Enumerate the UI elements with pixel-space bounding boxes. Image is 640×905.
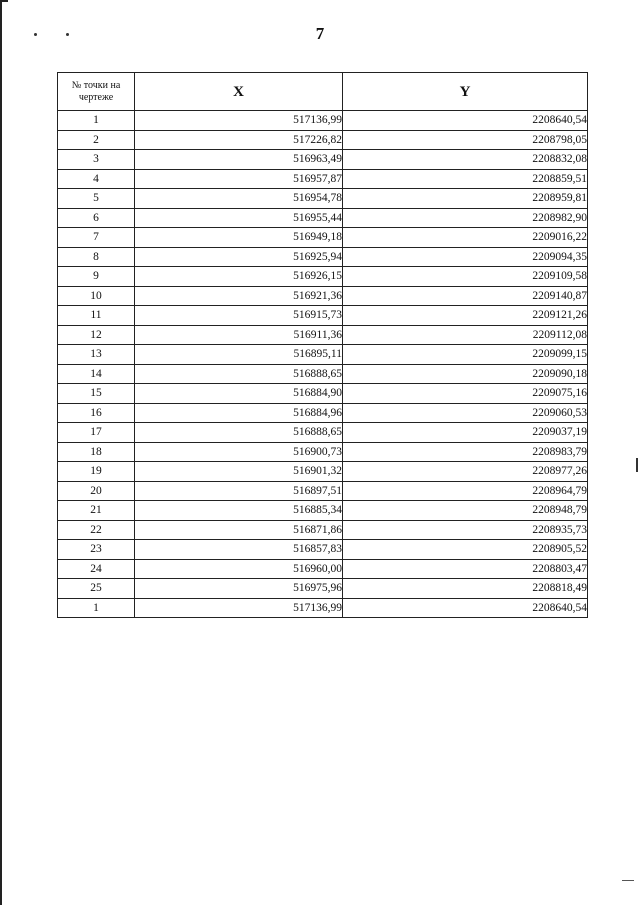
point-cell: 19 (58, 462, 135, 482)
header-y: Y (343, 73, 588, 111)
table-row (58, 501, 588, 521)
y-cell: 2208905,52 (343, 540, 588, 560)
point-cell: 18 (58, 442, 135, 462)
point-cell: 7 (58, 228, 135, 248)
table-row (58, 111, 588, 131)
table-row (58, 540, 588, 560)
table-row (58, 228, 588, 248)
table-row (58, 423, 588, 443)
y-cell: 2209121,26 (343, 306, 588, 326)
y-cell: 2209140,87 (343, 286, 588, 306)
x-cell: 516957,87 (135, 169, 343, 189)
y-cell: 2208977,26 (343, 462, 588, 482)
point-cell: 16 (58, 403, 135, 423)
x-cell: 516925,94 (135, 247, 343, 267)
y-cell: 2209037,19 (343, 423, 588, 443)
x-cell: 516949,18 (135, 228, 343, 248)
table-row (58, 189, 588, 209)
x-cell: 516926,15 (135, 267, 343, 287)
header-point-number: № точки на чертеже (58, 73, 135, 111)
y-cell: 2208798,05 (343, 130, 588, 150)
point-cell: 15 (58, 384, 135, 404)
y-cell: 2208948,79 (343, 501, 588, 521)
scan-mark-bottom (622, 880, 634, 881)
y-cell: 2208640,54 (343, 111, 588, 131)
point-cell: 3 (58, 150, 135, 170)
y-cell: 2208964,79 (343, 481, 588, 501)
table-row (58, 384, 588, 404)
scan-mark-right (636, 458, 638, 472)
table-row (58, 169, 588, 189)
x-cell: 516895,11 (135, 345, 343, 365)
point-cell: 14 (58, 364, 135, 384)
x-cell: 516975,96 (135, 579, 343, 599)
point-cell: 24 (58, 559, 135, 579)
table-row (58, 598, 588, 618)
y-cell: 2208803,47 (343, 559, 588, 579)
y-cell: 2209099,15 (343, 345, 588, 365)
table-row (58, 286, 588, 306)
point-cell: 23 (58, 540, 135, 560)
x-cell: 516960,00 (135, 559, 343, 579)
x-cell: 516897,51 (135, 481, 343, 501)
x-cell: 516885,34 (135, 501, 343, 521)
table-header-row (58, 73, 588, 111)
table-body (58, 111, 588, 618)
point-cell: 10 (58, 286, 135, 306)
point-cell: 2 (58, 130, 135, 150)
x-cell: 516871,86 (135, 520, 343, 540)
point-cell: 9 (58, 267, 135, 287)
table-row (58, 150, 588, 170)
point-cell: 12 (58, 325, 135, 345)
table-row (58, 520, 588, 540)
table-row (58, 267, 588, 287)
x-cell: 516888,65 (135, 423, 343, 443)
y-cell: 2208935,73 (343, 520, 588, 540)
header-x: X (135, 73, 343, 111)
table-row (58, 208, 588, 228)
point-cell: 5 (58, 189, 135, 209)
point-cell: 1 (58, 598, 135, 618)
point-cell: 22 (58, 520, 135, 540)
x-cell: 516921,36 (135, 286, 343, 306)
x-cell: 516954,78 (135, 189, 343, 209)
x-cell: 516901,32 (135, 462, 343, 482)
table-row (58, 345, 588, 365)
table-row (58, 462, 588, 482)
point-cell: 21 (58, 501, 135, 521)
table-row (58, 559, 588, 579)
coordinates-table (57, 72, 588, 618)
x-cell: 516955,44 (135, 208, 343, 228)
y-cell: 2208818,49 (343, 579, 588, 599)
y-cell: 2209060,53 (343, 403, 588, 423)
x-cell: 516900,73 (135, 442, 343, 462)
point-cell: 20 (58, 481, 135, 501)
point-cell: 6 (58, 208, 135, 228)
x-cell: 516884,96 (135, 403, 343, 423)
x-cell: 516884,90 (135, 384, 343, 404)
table-row (58, 130, 588, 150)
table-row (58, 403, 588, 423)
table-row (58, 364, 588, 384)
x-cell: 517136,99 (135, 598, 343, 618)
x-cell: 516963,49 (135, 150, 343, 170)
point-cell: 11 (58, 306, 135, 326)
x-cell: 516915,73 (135, 306, 343, 326)
point-cell: 1 (58, 111, 135, 131)
y-cell: 2209090,18 (343, 364, 588, 384)
table-row (58, 325, 588, 345)
x-cell: 517136,99 (135, 111, 343, 131)
y-cell: 2208959,81 (343, 189, 588, 209)
scan-border-left (0, 0, 2, 905)
table-row (58, 579, 588, 599)
x-cell: 516911,36 (135, 325, 343, 345)
y-cell: 2208983,79 (343, 442, 588, 462)
scan-corner-mark (0, 0, 8, 14)
y-cell: 2209094,35 (343, 247, 588, 267)
y-cell: 2208640,54 (343, 598, 588, 618)
page-number: 7 (315, 24, 325, 43)
x-cell: 516857,83 (135, 540, 343, 560)
table-row (58, 306, 588, 326)
y-cell: 2209075,16 (343, 384, 588, 404)
y-cell: 2208982,90 (343, 208, 588, 228)
x-cell: 517226,82 (135, 130, 343, 150)
table-row (58, 442, 588, 462)
table-row (58, 481, 588, 501)
point-cell: 13 (58, 345, 135, 365)
x-cell: 516888,65 (135, 364, 343, 384)
point-cell: 8 (58, 247, 135, 267)
point-cell: 4 (58, 169, 135, 189)
point-cell: 25 (58, 579, 135, 599)
y-cell: 2209109,58 (343, 267, 588, 287)
table-row (58, 247, 588, 267)
y-cell: 2209016,22 (343, 228, 588, 248)
y-cell: 2208832,08 (343, 150, 588, 170)
y-cell: 2208859,51 (343, 169, 588, 189)
point-cell: 17 (58, 423, 135, 443)
y-cell: 2209112,08 (343, 325, 588, 345)
